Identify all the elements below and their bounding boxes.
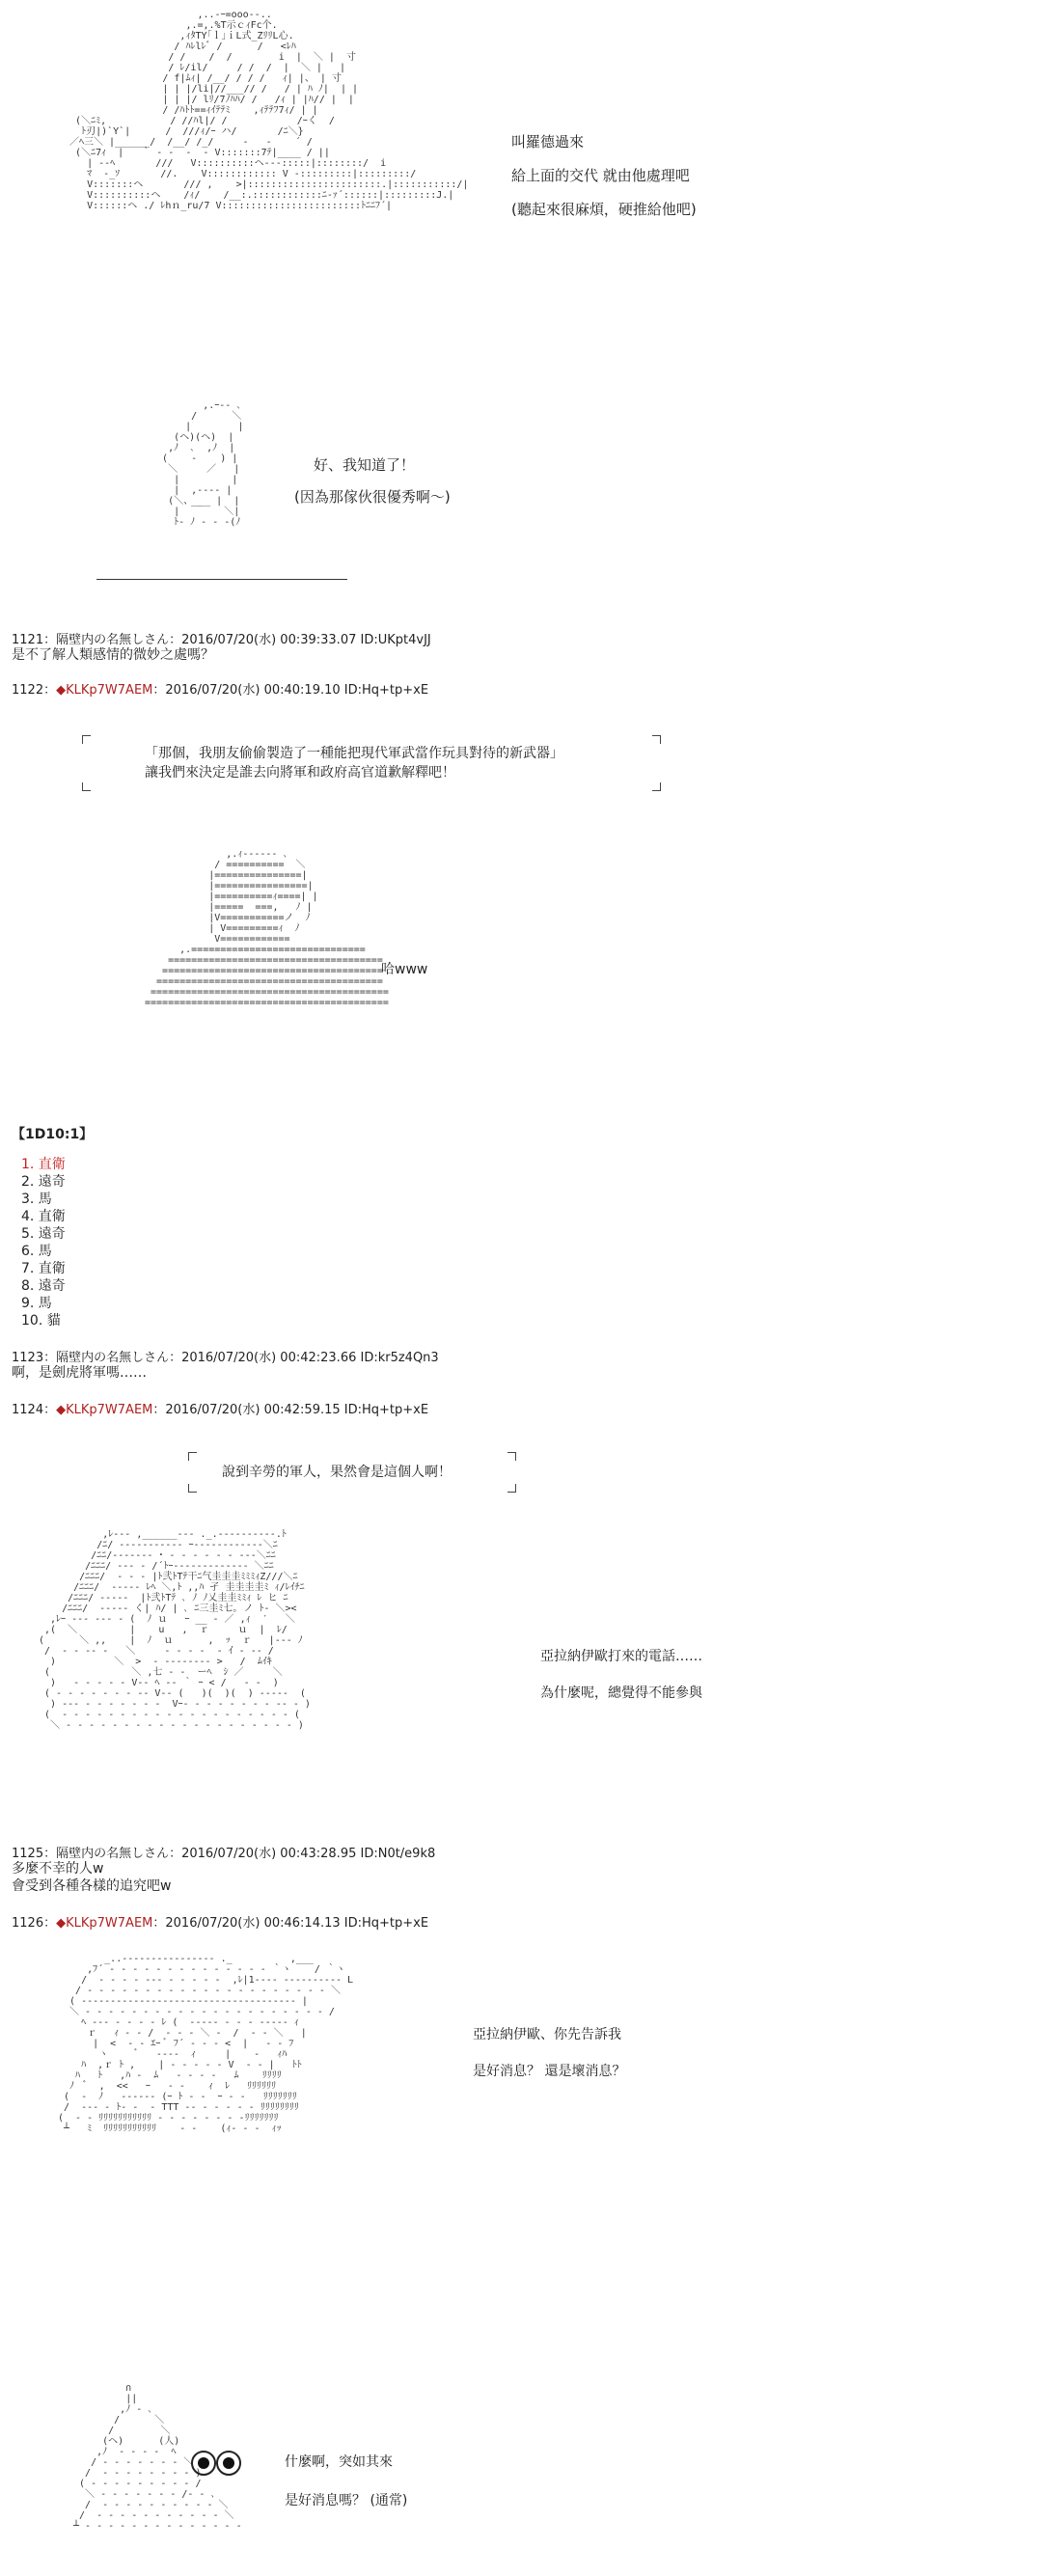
speech-line: 什麼啊，突如其來: [285, 2454, 393, 2470]
post-header: [12, 1843, 435, 1861]
speech-line: (因為那傢伙很優秀啊〜): [294, 488, 451, 506]
ascii-art-surprised-character: ∩ || ,ﾉ ‐ ､ / ＼ / ＼ (ヘ) (人) ,ﾉ ‐ ‐ ‐ ‐ ﾍ / ‐ ‐ ‐ ‐ ‐ ‐ ‐ ＼ / ‐ ‐ ‐ ‐ ‐ ‐ ‐ ‐ ) ( ‐ ‐ ‐ ‐ ‐ ‐ ‐ ‐ ‐ / ＼ ‐ ‐ ‐ ‐ ‐ ‐ ‐ /‐ ‐ ､ / ‐ ‐ ‐ ‐ ‐ ‐ ‐ ‐ ‐ ‐ ＼ / ‐ ‐ ‐ ‐ ‐ ‐ ‐ ‐ ‐ ‐ ‐ ＼ ┴ ‐ ‐ ‐ ‐ ‐ ‐ ‐ ‐ ‐ ‐ ‐ ‐ ‐ ‐: [73, 2383, 242, 2532]
post-number[interactable]: 1122: [12, 683, 44, 698]
quote-line: 說到辛勞的軍人，果然會是這個人啊！: [222, 1465, 452, 1480]
floor-line: [96, 579, 347, 580]
post-number[interactable]: 1121: [12, 633, 44, 647]
dice-option: 4. 直衛: [21, 1209, 66, 1224]
quote-line: 讓我們來決定是誰去向將軍和政府高官道歉解釋吧！: [145, 765, 455, 781]
dice-option: 1. 直衛: [21, 1157, 66, 1172]
dice-option: 7. 直衛: [21, 1261, 66, 1276]
dice-option: 2. 遠奇: [21, 1174, 66, 1190]
post-body-line: 多麼不幸的人w: [12, 1861, 104, 1877]
eye-icon: [191, 2451, 216, 2476]
speech-line: (聽起來很麻煩，硬推給他吧): [511, 201, 697, 218]
post-meta: ：2016/07/20(水) 00:40:19.10 ID:Hq+tp+xE: [152, 683, 429, 698]
post-separator: ：: [43, 1916, 57, 1931]
speech-line: 亞拉納伊歐、你先告訴我: [473, 2027, 621, 2042]
post-header: [12, 1347, 439, 1365]
ascii-art-laughing-figure: ,.ｨ‐‐‐‐‐‐ ､ / ========== ＼ |===============| |================| |==========ｨ====| | |===== ===, ﾉ | |V===========ノ ﾉ | V=========ｨ ﾉ V============ ,.============================== ===================================== ====================================== ======================================= ========================================= ==========================================: [145, 849, 389, 1008]
post-number[interactable]: 1124: [12, 1403, 44, 1417]
post-body-line: 是不了解人類感情的微妙之處嗎？: [12, 647, 214, 663]
post-body: [12, 1860, 171, 1895]
post-body: [12, 646, 214, 664]
dice-option: 5. 遠奇: [21, 1226, 66, 1242]
post-body-line: 會受到各種各樣的追究吧w: [12, 1878, 172, 1894]
speech-line: 叫羅德過來: [511, 133, 585, 151]
post-meta: ：2016/07/20(水) 00:42:59.15 ID:Hq+tp+xE: [152, 1403, 429, 1417]
speech-line: 是好消息？ 還是壞消息？: [473, 2064, 626, 2079]
speech-line: 為什麼呢，總覺得不能參與: [540, 1685, 702, 1701]
quote-box: [188, 1452, 516, 1493]
author-trip[interactable]: ◆KLKp7W7AEM: [56, 683, 153, 698]
quote-line: 「那個，我朋友偷偷製造了一種能把現代軍武當作玩具對待的新武器」: [145, 746, 563, 761]
post-header: [12, 679, 428, 698]
ascii-art-hooded-officer: _..‐‐‐‐‐‐‐‐‐‐‐‐‐‐‐- ._ ,___ ,ﾌ´ ‐ ‐ ‐ ‐ ‐ ‐ ‐ ‐ ‐ ‐ ‐ ‐ ‐ ‐ ｀ヽ / ｀ヽ / ‐ ‐ ‐ ‐ ‐‐‐ ‐ ‐ ‐ ‐ ‐ ,ﾚ|1‐‐‐‐ ‐‐‐‐‐‐‐‐‐‐ L / ‐ ‐ ‐ ‐ ‐ ‐ ‐ ‐ ‐ ‐ ‐ ‐ ‐ ‐ ‐ ‐ ‐ ‐ ‐ ‐ ‐ ＼ ( ‐‐‐‐‐‐‐‐‐‐‐‐‐‐‐‐‐‐‐‐‐‐‐‐‐‐‐‐‐‐‐‐‐‐‐‐‐ | ＼ ‐ ‐ ‐ ‐ ‐ ‐ ‐ ‐ ‐ ‐ ‐ ‐ ‐ ‐ ‐ ‐ ‐ ‐ ‐ ‐ ‐ / ﾍ ‐‐‐ ‐ ‐ ‐ ‐ ﾚ ( ‐‐‐‐‐ ‐ ‐ ‐ ‐‐‐‐‐ ｨ ｒ ｨ ‐ ‐ / ‐ ‐ ‐ ＼ ‐ / ‐ ‐ ＼ | | < ‐ ‐ ｴｰ ﾞ ﾌ´ ‐ ‐ ‐ < | ‐ ‐ ﾌ ヽ ﾞ ‐‐‐‐ ｨ | ‐ ｨﾊ ﾊ ,ｒ ﾄ , | ‐ ‐ ‐ ‐ ‐ V ‐ ‐ | ﾄﾄ ﾊ ﾄ ,ﾊ ‐ ﾑ ‐ ‐ ‐ ‐ ﾑ ﾘﾘﾘﾘ ﾉ ﾞ , << ｰ ‐ ‐ ｨ ﾚ ﾘﾘﾘﾘﾘﾘ ( ‐ ﾉ ‐‐‐‐‐‐ (ｰ ﾄ ‐ ‐ ｰ ‐ ‐ ﾘﾘﾘﾘﾘﾘﾘ / ‐‐‐ ‐ ﾄ‐ ‐ ‐ TTT ‐‐ ‐ ‐ ‐ ‐ ‐ ﾘﾘﾘﾘﾘﾘﾘﾘ ( ‐ ‐ ﾘﾘﾘﾘﾘﾘﾘﾘﾘﾘﾘ ‐ ‐ ‐ ‐ ‐ ‐ ‐ ‐ﾘﾘﾘﾘﾘﾘﾘ ┴ ﾐ ﾘﾘﾘﾘﾘﾘﾘﾘﾘﾘﾘ ‐ ‐ (ｨ‐ ‐ ‐ ｨｯ: [58, 1954, 354, 2134]
post-header: [12, 1399, 428, 1417]
dice-option: 3. 馬: [21, 1192, 52, 1207]
post-number[interactable]: 1123: [12, 1351, 44, 1365]
post-body-line: 啊，是劍虎將軍嗎……: [12, 1365, 147, 1381]
author-trip[interactable]: ◆KLKp7W7AEM: [56, 1916, 153, 1931]
post-meta: ：隔壁内の名無しさん：2016/07/20(水) 00:39:33.07 ID:UKpt4vJJ: [43, 633, 431, 647]
eye-icon: [216, 2451, 241, 2476]
ascii-art-soldier-with-cat: ,..-ｰ=ooo‐-.. ,.=,.%T示ｃｨFc个. ,ｨﾀTY｢ｌ｣ｉL式_ZﾘﾘL心. / ﾊﾚlﾚﾞ / / <ﾚﾊ / / / / i | ＼ | 寸 / ﾚ/il/ / / / | ＼ | | / f|ﾑｨ| /__/ / / / ｨ| |、 | 寸 | | |/li|//___// / / | ﾊ ﾉ| | | | | |/ lﾘ/7ﾉﾊﾊ/ / /ｨ | |ﾊ// | | / /ﾊﾄﾄ==ｨｲﾃﾃﾐ ,ｨﾃﾃﾌ7ｨ/ | | (＼ﾆﾐ, / //ﾊl|/ / /ｰく / ﾄ刃|)`Y`| / ///ｨ/ｰ ハ/ /ﾆ＼} ／ﾍ三＼ |______/ /__/ /_/ ‐ ‐ ´ / (＼ﾆ7ｨ | ｀ ‐ ‐ ‐ ‐ V:::::::7ﾃ|____ / || | ‐‐ﾍ /// V::::::::::ヘ‐‐‐:::::|::::::::/ i ﾏ ‐_ｿ //. V:::::::::::: V ‐:::::::::|:::::::::/ V:::::::ヘ /// , >|:::::::::::::::::::::::.|:::::::::::/| V::::::::::ヘ /ｨ/ /__:.::::::::::::ﾆ‐ｧ´::::::|:::::::::J.| V::::::ヘ ./ ﾚhｎ_ru/7 V::::::::::::::::::::::::ﾄﾆﾆﾌ´|: [69, 10, 469, 211]
dice-option: 6. 馬: [21, 1244, 52, 1259]
ascii-art-officer-with-phone: ,ﾚ‐‐‐ ,______‐‐‐ ._.‐‐‐‐‐‐‐‐‐‐.ﾄ /ﾆ/ ‐‐‐‐‐‐‐‐‐‐‐ ｰ‐‐‐‐‐‐‐‐‐‐‐‐＼ﾆ /ﾆﾆ/‐‐‐‐‐‐‐ ･ ‐ ‐ ‐ ‐ ‐ ‐ ‐‐‐＼ﾆﾆ /ﾆﾆﾆ/ ‐‐‐ ‐ /´ﾄｰ‐‐‐‐‐‐‐‐‐‐‐‐‐ ＼ﾆﾆ /ﾆﾆﾆ/ ‐ ‐ ‐ |ﾄ弐ﾄTﾃ干ﾆ气圭圭圭ﾐﾐﾐｨZ///＼ﾆ /ﾆﾆﾆ/ ‐‐‐‐‐ ﾚﾍ ＼,ﾄ ,,ﾊ 孑 圭圭圭圭ﾐ ｨ/ﾚｲﾁﾆ /ﾆﾆﾆ/ ‐‐‐‐‐ |ﾄ弐ﾄTﾃ ､ ﾉ ﾉ乂圭圭ﾐﾐｨ ﾚ ヒ ﾆ /ﾆﾆﾆ/ ‐‐‐‐‐ く| ﾊ/ | ､ ﾆ三圭ﾐ七｡ ノ ﾄ‐ ＼>< ,ﾚｰ ‐‐‐ ‐‐‐ ‐ ( ﾉ ｕ ｰ __ ‐ ／ ,ｨ ′ ＼ ,( ＼ | u , ｒ ｕ | ﾚ/ ( ＼ ,, | ﾉ ｕ , ｯ ｒ |‐‐‐ ﾉ / ‐ ‐ ‐‐ ‐ ＼ ‐ ‐ ‐ ‐ ‐ ｲ ‐ ‐‐ / ) ＼ > ‐ ‐‐‐‐‐‐‐‐ > / ﾑｲｷ ( ＼ ,七 ‐ ‐ ーﾍ ｼ ／ ＼ ) ‐ ‐ ‐ ‐ ‐ V‐‐ ﾍ ‐‐ ｀ ｰ < / ‐ ‐ ) ( ‐ ‐ ‐ ‐ ‐ ‐ ‐ ‐‐ V‐‐ ( )( )( ) ‐‐‐‐‐ ( ) ‐‐‐ ‐ ‐ ‐ ‐ ‐ ‐ ‐ Vｰ‐ ‐ ‐ ‐ ‐ ‐ ‐ ‐ ‐‐ ‐ ) ( ‐ ‐ ‐ ‐ ‐ ‐ ‐ ‐ ‐ ‐ ‐ ‐ ‐ ‐ ‐ ‐ ‐ ‐ ‐ ‐ ( ＼ ‐ ‐ ‐ ‐ ‐ ‐ ‐ ‐ ‐ ‐ ‐ ‐ ‐ ‐ ‐ ‐ ‐ ‐ ‐ ‐ ): [39, 1529, 311, 1731]
dice-list: [21, 1156, 66, 1329]
speech-line: 給上面的交代 就由他處理吧: [511, 167, 690, 184]
dice-option: 9. 馬: [21, 1296, 52, 1311]
post-separator: ：: [43, 683, 57, 698]
speech-line: 是好消息嗎？ (通常): [285, 2493, 408, 2508]
speech-line: 好、我知道了！: [314, 456, 416, 474]
post-header: [12, 1912, 428, 1931]
ascii-art-round-character: ,.ｰ‐- ､ / ＼ | | (ヘ)(ヘ) | ,ﾉ ､ ,ﾉ | ( ‐ ) | ＼ ／ | | | | ,‐‐‐‐ | (＼、 __ | | | ￣ ＼| ﾄ‐ ﾉ ‐ ‐ ‐(ﾉ: [162, 400, 244, 528]
post-meta: ：隔壁内の名無しさん：2016/07/20(水) 00:43:28.95 ID:N0t/e9k8: [43, 1847, 436, 1861]
post-separator: ：: [43, 1403, 57, 1417]
post-number[interactable]: 1126: [12, 1916, 44, 1931]
figure-big-eyes: [68, 2383, 318, 2566]
quote-box: [82, 735, 661, 791]
post-header: [12, 629, 431, 647]
dice-option: 10. 貓: [21, 1313, 61, 1329]
laugh-text: 哈www: [381, 962, 428, 977]
post-meta: ：隔壁内の名無しさん：2016/07/20(水) 00:42:23.66 ID:kr5z4Qn3: [43, 1351, 439, 1365]
speech-line: 亞拉納伊歐打來的電話……: [540, 1649, 702, 1664]
author-trip[interactable]: ◆KLKp7W7AEM: [56, 1403, 153, 1417]
post-number[interactable]: 1125: [12, 1847, 44, 1861]
dice-option: 8. 遠奇: [21, 1278, 66, 1294]
dice-title: 【1D10:1】: [12, 1127, 94, 1142]
post-meta: ：2016/07/20(水) 00:46:14.13 ID:Hq+tp+xE: [152, 1916, 429, 1931]
post-body: [12, 1364, 147, 1382]
